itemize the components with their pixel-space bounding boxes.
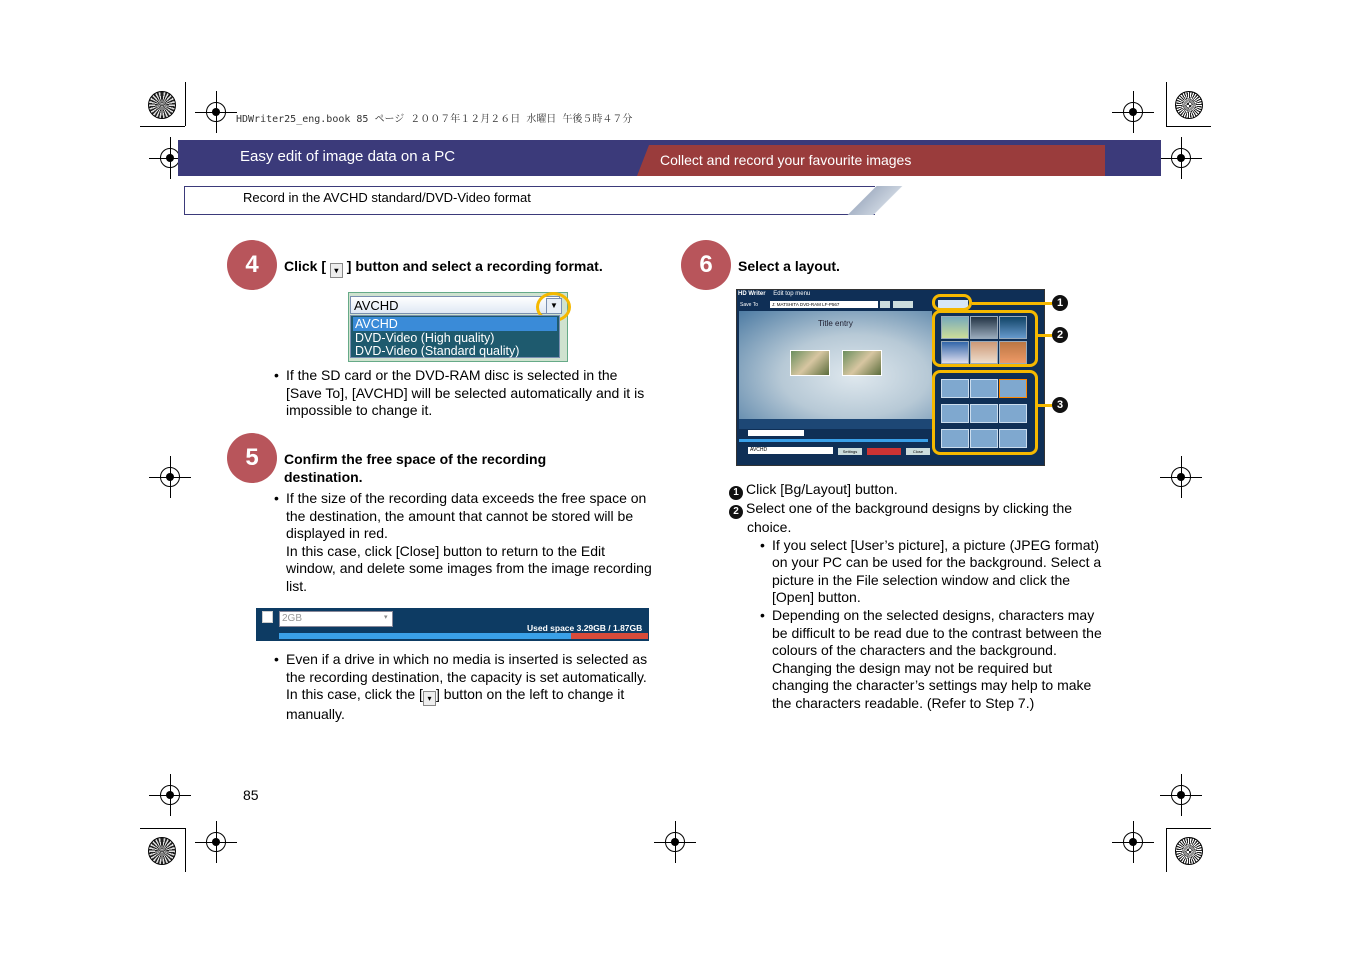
- book-info: HDWriter25_eng.book 85 ページ ２００７年１２月２６日 水曜日 午後５時４７分: [236, 114, 633, 125]
- save-to-label: Save To: [740, 302, 758, 308]
- step-4-title: [284, 258, 603, 278]
- callout-frame-2: [932, 310, 1038, 367]
- crop-line: [1166, 828, 1167, 872]
- app-logo-text: HD Writer: [738, 291, 766, 297]
- format-option[interactable]: AVCHD: [353, 317, 557, 331]
- app-logo: [738, 291, 810, 297]
- crop-mark-target: [665, 832, 685, 852]
- crop-mark-target: [206, 832, 226, 852]
- item-number-2: 2: [729, 505, 743, 519]
- step-6-sub-bullet-2: • Depending on the selected designs, characters may be difficult to be read due to the contrast between the colours of the characters and the background. Changing the design may not be required but changing the character’s settings may help to make the characters readable. (Refer to Step 7.): [760, 607, 1109, 713]
- close-button[interactable]: Close: [906, 448, 930, 455]
- step-6-badge: 6: [681, 240, 731, 290]
- over-capacity-bar: [571, 633, 648, 639]
- destination-select[interactable]: 2GB: [279, 611, 393, 627]
- step-6-body: [729, 481, 1109, 713]
- home-icon[interactable]: [880, 301, 890, 308]
- crop-line: [140, 828, 185, 829]
- crop-mark-target: [160, 467, 180, 487]
- step-5-body: [274, 490, 652, 596]
- crop-mark-target: [1171, 148, 1191, 168]
- app-menu: Edit top menu: [773, 291, 811, 297]
- nav-strip: [739, 419, 932, 429]
- subtitle-bar-accent: [840, 186, 914, 215]
- step-4-body: [274, 367, 652, 420]
- crop-line: [185, 82, 186, 126]
- step-6-title: Select a layout.: [738, 258, 840, 274]
- callout-leader-2: [1038, 334, 1052, 337]
- format-select[interactable]: AVCHD: [350, 296, 560, 314]
- step-4-bullet: • If the SD card or the DVD-RAM disc is selected in the [Save To], [AVCHD] will be selected automatically and it is impossible to change it.: [274, 367, 652, 420]
- step-5-bullet-2-cont: [274, 686, 652, 724]
- crop-mark-target: [1123, 102, 1143, 122]
- callout-number-1: 1: [1052, 295, 1068, 311]
- section-subtitle: Record in the AVCHD standard/DVD-Video format: [243, 190, 531, 205]
- crop-mark-target: [206, 102, 226, 122]
- header-right-title: Collect and record your favourite images: [660, 152, 912, 168]
- step-6-item-1: [729, 481, 1109, 500]
- crop-line: [140, 126, 185, 127]
- step-4-title-pre: Click [: [284, 258, 327, 274]
- bullet-2-cont-pre: In this case, click the [: [286, 686, 423, 703]
- format-select[interactable]: AVCHD: [748, 447, 833, 454]
- crop-line: [185, 828, 186, 872]
- settings-button[interactable]: Settings: [838, 448, 862, 455]
- crop-mark-target: [1171, 467, 1191, 487]
- callout-frame-1: [932, 294, 972, 311]
- step-5-bullet-2: • Even if a drive in which no media is inserted is selected as the recording destination, the capacity is set automatically.: [274, 651, 652, 686]
- step-5-bullet-1-cont: In this case, click [Close] button to return to the Edit window, and delete some images from the image recording list.: [286, 542, 652, 594]
- format-option[interactable]: DVD-Video (Standard quality): [355, 344, 520, 358]
- thumbnail-photo: [790, 350, 830, 376]
- callout-frame-3: [932, 370, 1038, 455]
- callout-number-3: 3: [1052, 397, 1068, 413]
- step-5-title: Confirm the free space of the recording destination.: [284, 451, 547, 485]
- step-6-item-2: [729, 500, 1109, 537]
- crop-mark-target: [160, 785, 180, 805]
- crop-line: [1166, 82, 1167, 126]
- initialize-button[interactable]: [893, 301, 913, 308]
- disc-select[interactable]: [748, 430, 804, 436]
- crop-mark-target: [1123, 832, 1143, 852]
- callout-leader-3: [1038, 404, 1052, 407]
- registration-star-top-left: [148, 91, 176, 119]
- step-6-item-2-text: Select one of the background designs by clicking the choice.: [746, 500, 1073, 535]
- registration-star-bottom-right: [1175, 837, 1203, 865]
- step-4-title-post: ] button and select a recording format.: [346, 258, 603, 274]
- capacity-bar: [739, 439, 928, 442]
- step-5-bullet-1: • If the size of the recording data exceeds the free space on the destination, the amount that cannot be stored will be displayed in red.: [274, 490, 652, 543]
- crop-line: [1166, 126, 1211, 127]
- item-number-1: 1: [729, 486, 743, 500]
- title-entry-label: Title entry: [818, 319, 853, 328]
- step-4-badge: 4: [227, 240, 277, 290]
- header-left-title: Easy edit of image data on a PC: [240, 148, 456, 165]
- crop-mark-target: [1171, 785, 1191, 805]
- used-space-label: Used space 3.29GB / 1.87GB: [527, 623, 643, 633]
- step-6-sub-bullet-1: • If you select [User’s picture], a picture (JPEG format) on your PC can be used for the background. Select a picture in the File selection window and click the [Open] button.: [760, 537, 1109, 607]
- step-6-item-1-text: Click [Bg/Layout] button.: [746, 481, 898, 497]
- dropdown-arrow-icon: ▾: [330, 263, 343, 278]
- format-option[interactable]: DVD-Video (High quality): [355, 331, 495, 345]
- dropdown-arrow-icon: ▾: [423, 691, 436, 706]
- registration-star-bottom-left: [148, 837, 176, 865]
- thumbnail-photo: [842, 350, 882, 376]
- chevron-down-icon[interactable]: ▾: [384, 614, 388, 621]
- step-5-body-2: [274, 651, 652, 724]
- start-button[interactable]: [867, 448, 901, 455]
- step-5-badge: 5: [227, 433, 277, 483]
- callout-leader-1: [972, 302, 1052, 305]
- bullet-2-cont-post: ] button on the left to change it manually.: [286, 686, 625, 723]
- disc-icon: [262, 611, 273, 623]
- callout-number-2: 2: [1052, 327, 1068, 343]
- crop-line: [1166, 828, 1211, 829]
- save-to-select[interactable]: J: MATSHITA DVD-RAM LF-P567: [770, 301, 878, 308]
- registration-star-top-right: [1175, 91, 1203, 119]
- page-number: 85: [243, 787, 259, 803]
- format-options-list: [350, 315, 560, 358]
- crop-mark-target: [160, 148, 180, 168]
- chevron-down-icon[interactable]: ▼: [546, 298, 562, 314]
